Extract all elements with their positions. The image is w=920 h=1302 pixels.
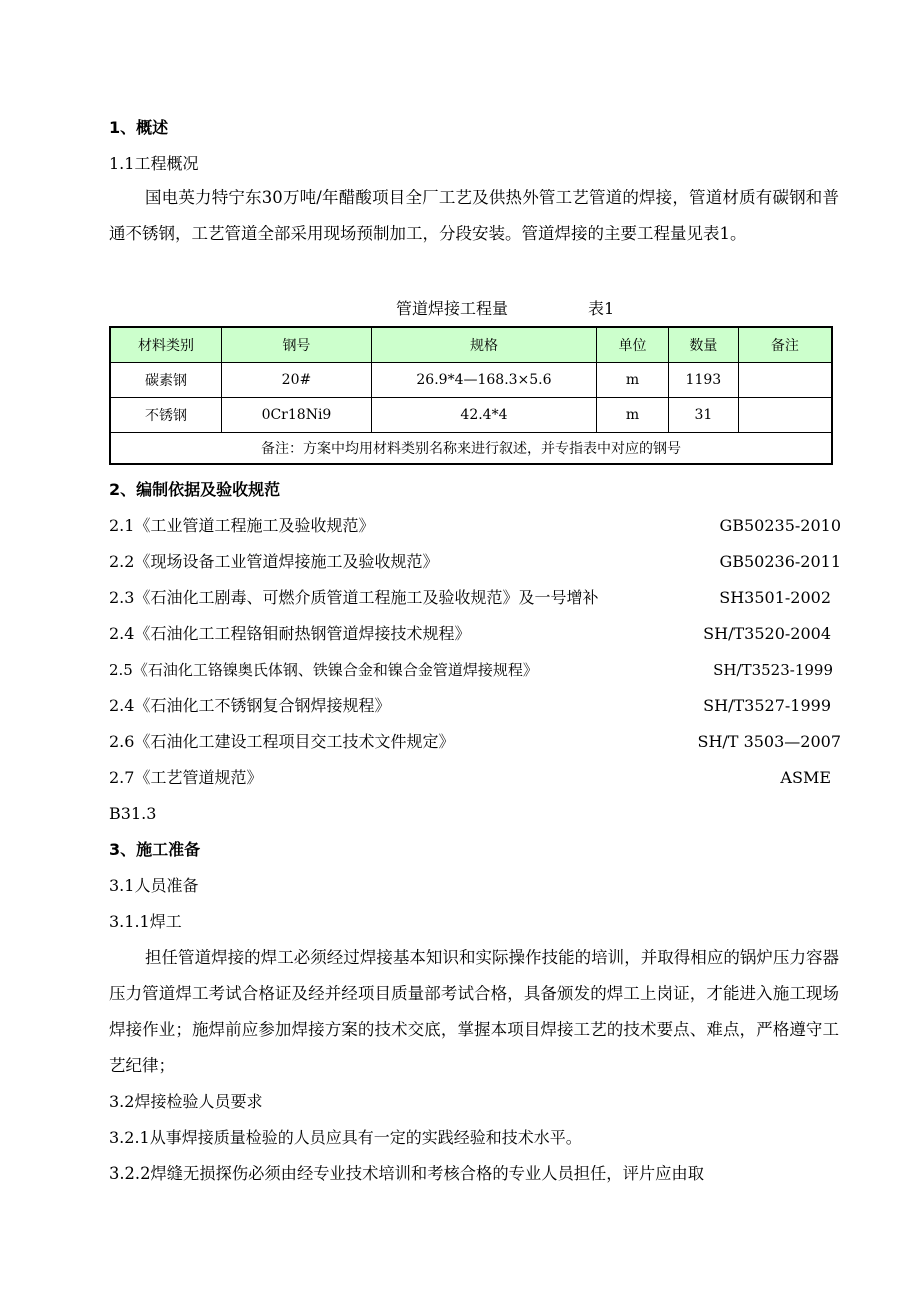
table-row [110, 398, 832, 433]
reference-code: SH/T3520-2004 [703, 624, 831, 643]
section-2-heading: 2、编制依据及验收规范 [109, 480, 281, 499]
reference-code: SH/T3527-1999 [703, 696, 831, 715]
reference-code: ASME [780, 768, 831, 787]
table-cell: 20# [222, 363, 372, 398]
reference-item [109, 624, 841, 644]
reference-item [109, 768, 841, 788]
table-cell: m [597, 398, 669, 433]
section-3-heading: 3、施工准备 [109, 840, 201, 859]
table-note-row [110, 433, 832, 465]
reference-title: 2.2《现场设备工业管道焊接施工及验收规范》 [109, 552, 439, 571]
header-specification: 规格 [371, 327, 596, 363]
reference-item [109, 696, 841, 716]
header-quantity: 数量 [668, 327, 738, 363]
table-cell: 0Cr18Ni9 [222, 398, 372, 433]
table-cell [738, 398, 832, 433]
reference-item [109, 516, 841, 536]
header-unit: 单位 [597, 327, 669, 363]
reference-title: 2.3《石油化工剧毒、可燃介质管道工程施工及验收规范》及一号增补 [109, 588, 599, 607]
reference-item [109, 588, 841, 608]
reference-code: GB50236-2011 [719, 552, 841, 571]
table-number: 表1 [588, 299, 615, 318]
welder-requirements-paragraph: 担任管道焊接的焊工必须经过焊接基本知识和实际操作技能的培训，并取得相应的锅炉压力容器压力管道焊工考试合格证及经并经项目质量部考试合格，具备颁发的焊工上岗证，才能进入施工现场焊接作业；施焊前应参加焊接方案的技术交底，掌握本项目焊接工艺的技术要点、难点，严格遵守工艺纪律； [109, 948, 839, 1075]
table-cell: m [597, 363, 669, 398]
table-cell [738, 363, 832, 398]
table-header-row [110, 327, 832, 363]
table-cell: 42.4*4 [371, 398, 596, 433]
welding-quantity-table [109, 326, 833, 465]
reference-title: 2.4《石油化工不锈钢复合钢焊接规程》 [109, 696, 391, 715]
reference-item [109, 732, 841, 752]
table-cell: 碳素钢 [110, 363, 222, 398]
reference-title: 2.7《工艺管道规范》 [109, 768, 263, 787]
reference-title: 2.1《工业管道工程施工及验收规范》 [109, 516, 375, 535]
reference-item [109, 660, 841, 680]
table-cell: 不锈钢 [110, 398, 222, 433]
reference-code-continuation: B31.3 [109, 804, 157, 823]
table-cell: 26.9*4—168.3×5.6 [371, 363, 596, 398]
table-cell: 31 [668, 398, 738, 433]
reference-title: 2.5《石油化工铬镍奥氏体钢、铁镍合金和镍合金管道焊接规程》 [109, 661, 538, 679]
section-3-2-heading: 3.2焊接检验人员要求 [109, 1092, 263, 1111]
section-3-1-heading: 3.1人员准备 [109, 876, 199, 895]
header-material-category: 材料类别 [110, 327, 222, 363]
section-3-2-2-text: 3.2.2焊缝无损探伤必须由经专业技术培训和考核合格的专业人员担任，评片应由取 [109, 1164, 704, 1183]
table-note: 备注：方案中均用材料类别名称来进行叙述，并专指表中对应的钢号 [110, 433, 832, 465]
section-3-1-1-heading: 3.1.1焊工 [109, 912, 182, 931]
reference-title: 2.6《石油化工建设工程项目交工技术文件规定》 [109, 732, 455, 751]
section-1-heading: 1、概述 [109, 118, 169, 137]
project-overview-paragraph: 国电英力特宁东30万吨/年醋酸项目全厂工艺及供热外管工艺管道的焊接，管道材质有碳钢和普通不锈钢，工艺管道全部采用现场预制加工，分段安装。管道焊接的主要工程量见表1。 [109, 188, 839, 243]
reference-title: 2.4《石油化工工程铬钼耐热钢管道焊接技术规程》 [109, 624, 471, 643]
header-steel-grade: 钢号 [222, 327, 372, 363]
section-3-2-1-text: 3.2.1从事焊接质量检验的人员应具有一定的实践经验和技术水平。 [109, 1128, 582, 1147]
reference-item [109, 552, 841, 572]
section-1-1-heading: 1.1工程概况 [109, 154, 199, 173]
table-caption: 管道焊接工程量 [396, 299, 509, 318]
reference-code: GB50235-2010 [719, 516, 841, 535]
reference-code: SH/T 3503—2007 [697, 732, 841, 751]
reference-code: SH3501-2002 [719, 588, 831, 607]
header-remarks: 备注 [738, 327, 832, 363]
reference-code: SH/T3523-1999 [713, 661, 833, 679]
table-cell: 1193 [668, 363, 738, 398]
table-row [110, 363, 832, 398]
